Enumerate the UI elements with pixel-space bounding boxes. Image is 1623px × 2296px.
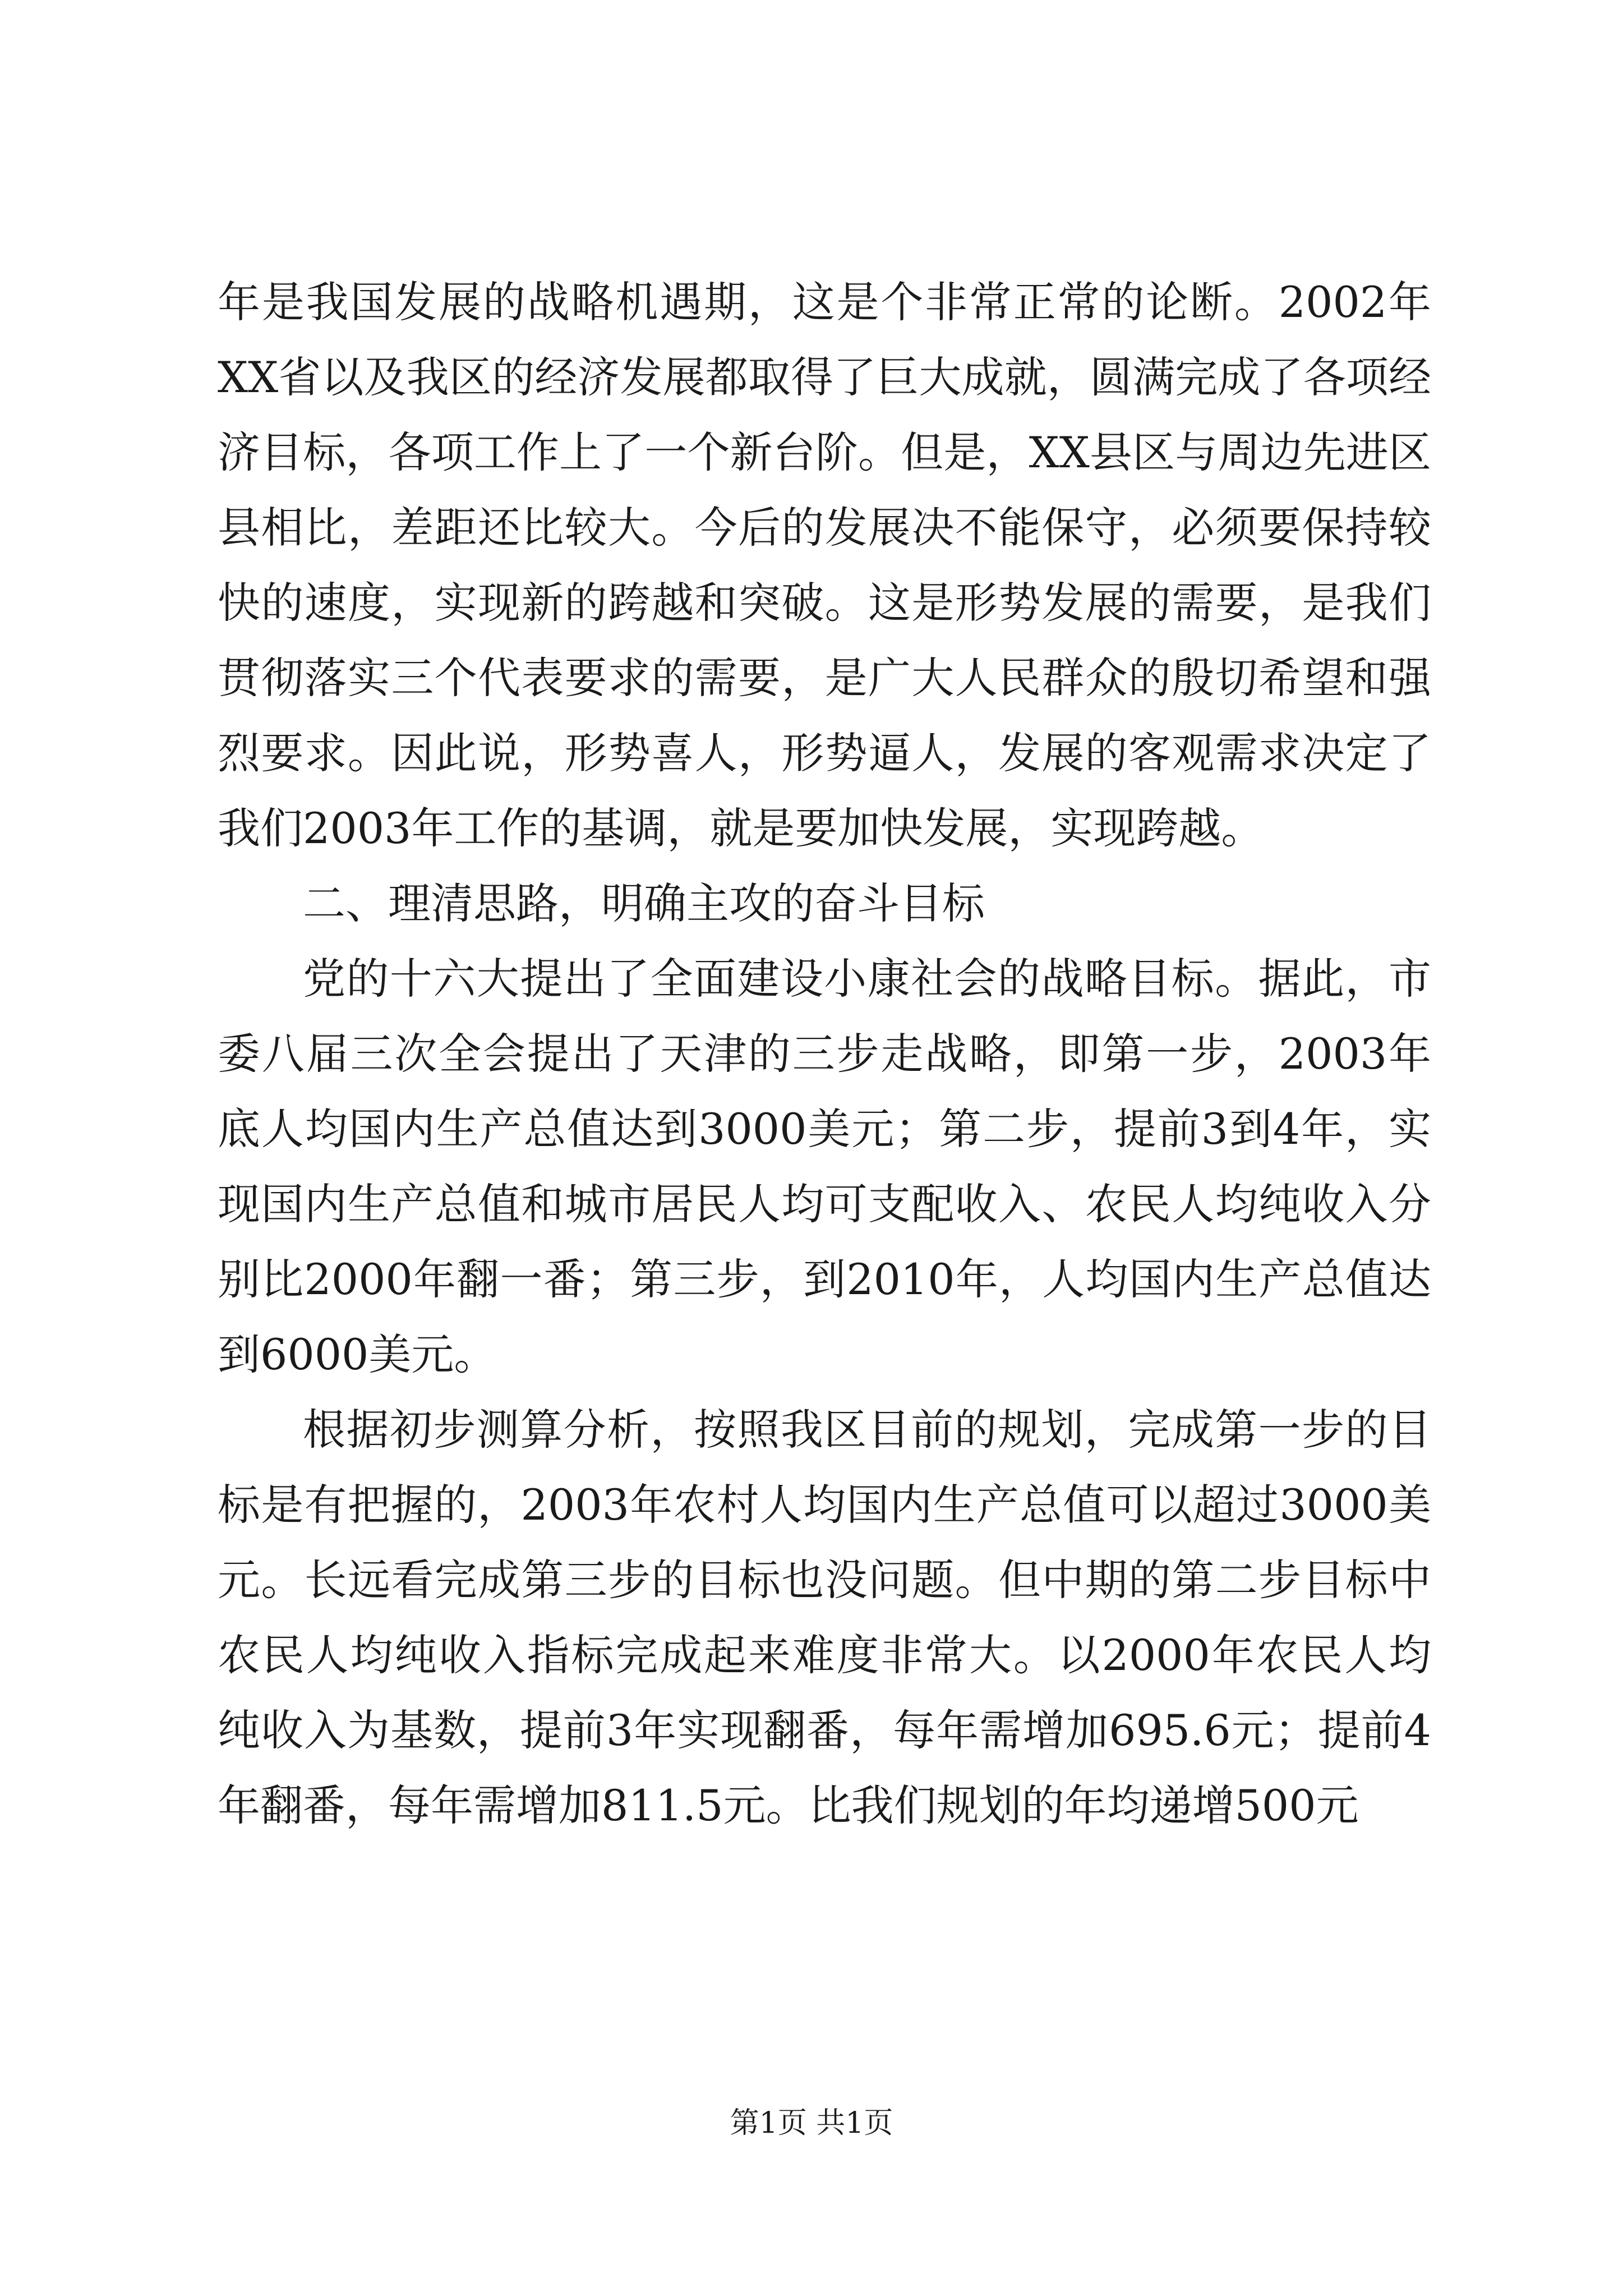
page-footer: 第1页 共1页 — [730, 2106, 893, 2140]
paragraph-3: 根据初步测算分析，按照我区目前的规划，完成第一步的目标是有把握的，2003年农村人均国内生产总值可以超过3000美元。长远看完成第三步的目标也没问题。但中期的第二步目标中农民人均纯收入指标完成起来难度非常大。以2000年农民人均纯收入为基数，提前3年实现翻番，每年需增加695.6元；提前4年翻番，每年需增加811.5元。比我们规划的年均递增500元 — [218, 1405, 1431, 1830]
paragraph-1: 年是我国发展的战略机遇期，这是个非常正常的论断。2002年XX省以及我区的经济发展都取得了巨大成就，圆满完成了各项经济目标，各项工作上了一个新台阶。但是，XX县区与周边先进区县相比，差距还比较大。今后的发展决不能保守，必须要保持较快的速度，实现新的跨越和突破。这是形势发展的需要，是我们贯彻落实三个代表要求的需要，是广大人民群众的殷切希望和强烈要求。因此说，形势喜人，形势逼人，发展的客观需求决定了我们2003年工作的基调，就是要加快发展，实现跨越。 — [218, 277, 1431, 853]
document-body — [218, 265, 1431, 1843]
section-heading-2: 二、理清思路，明确主攻的奋斗目标 — [303, 878, 985, 928]
paragraph-2: 党的十六大提出了全面建设小康社会的战略目标。据此，市委八届三次全会提出了天津的三步走战略，即第一步，2003年底人均国内生产总值达到3000美元；第二步，提前3到4年，实现国内生产总值和城市居民人均可支配收入、农民人均纯收入分别比2000年翻一番；第三步，到2010年，人均国内生产总值达到6000美元。 — [218, 954, 1431, 1379]
